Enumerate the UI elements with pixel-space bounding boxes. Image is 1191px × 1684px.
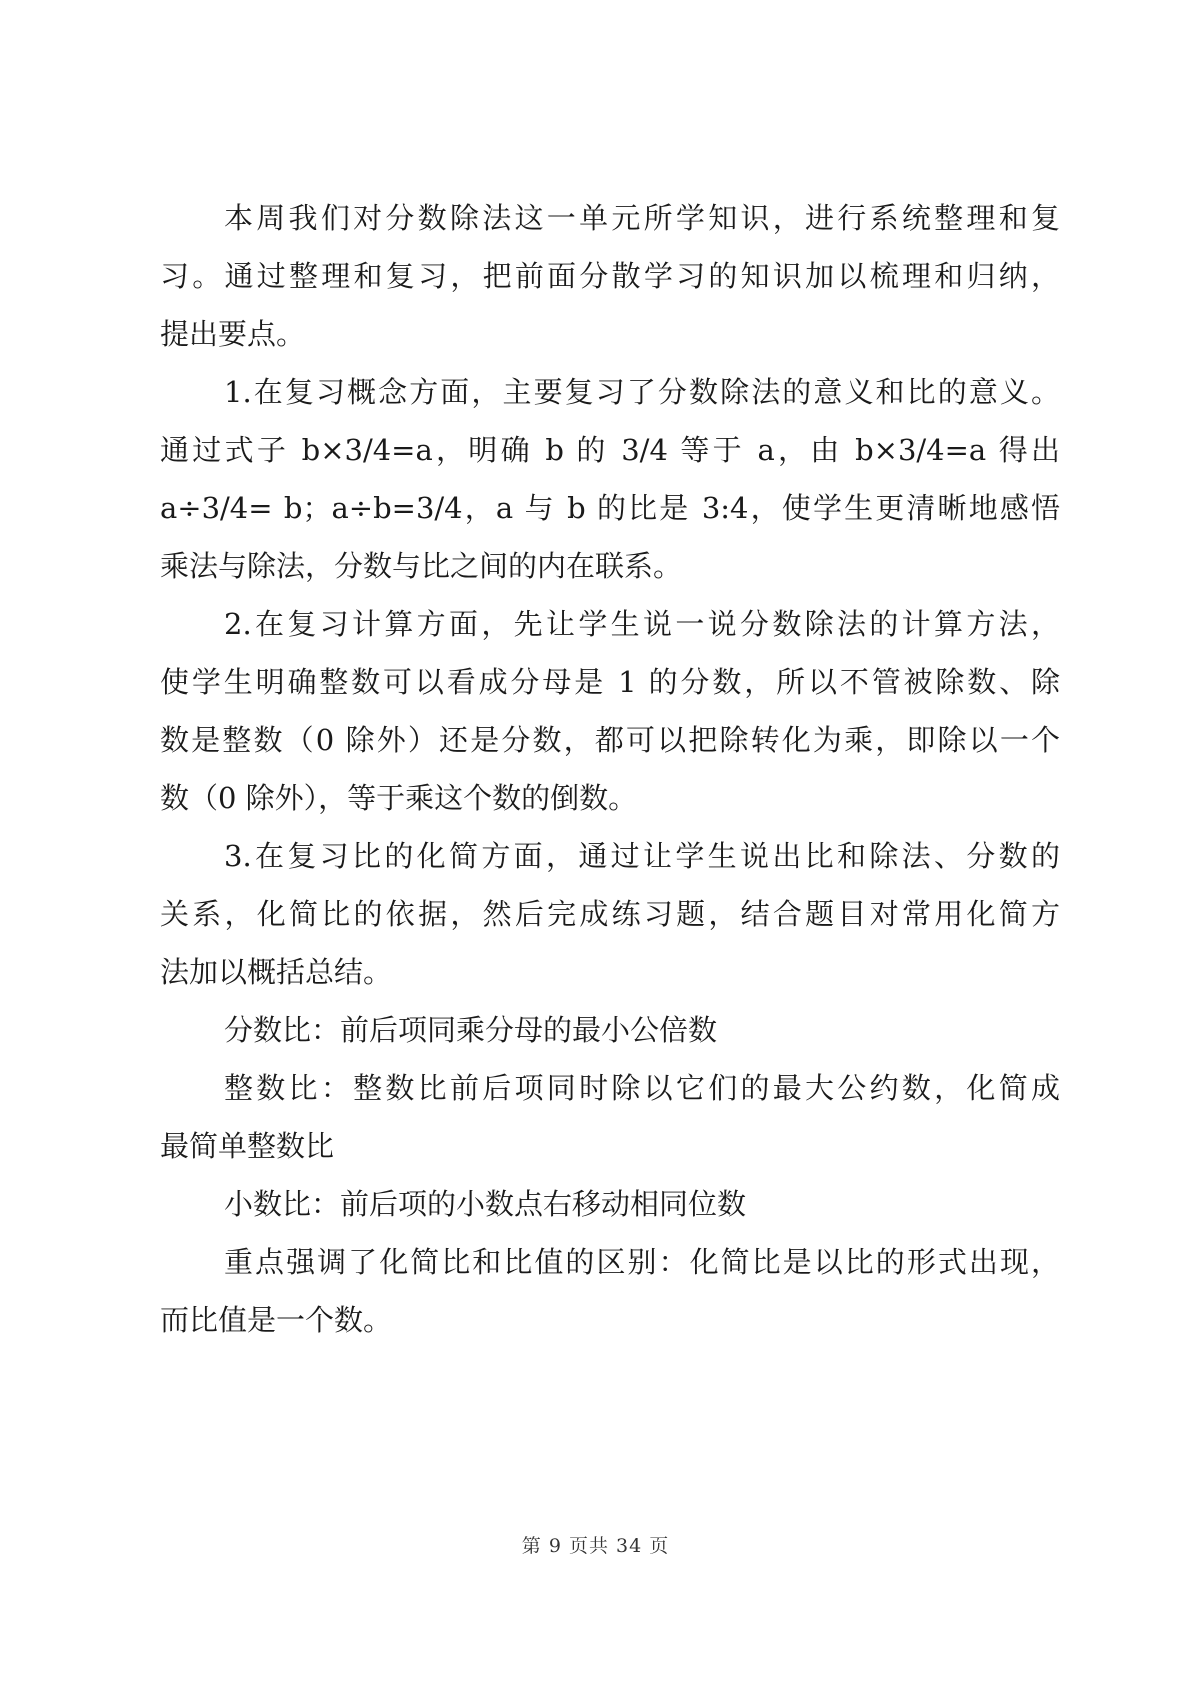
paragraph-line: 最简单整数比 — [160, 1129, 335, 1163]
paragraph-line: 数（0 除外），等于乘这个数的倒数。 — [160, 781, 638, 815]
paragraph-line: 分数比：前后项同乘分母的最小公倍数 — [224, 1013, 718, 1047]
paragraph-line: 通过式子 b×3/4=a，明确 b 的 3/4 等于 a，由 b×3/4=a 得出 — [160, 433, 1060, 467]
paragraph-line: 数是整数（0 除外）还是分数，都可以把除转化为乘，即除以一个 — [160, 723, 1060, 757]
paragraph-line: 而比值是一个数。 — [160, 1303, 393, 1337]
paragraph-line: 关系，化简比的依据，然后完成练习题，结合题目对常用化简方 — [160, 897, 1060, 931]
paragraph-line: 2.在复习计算方面，先让学生说一说分数除法的计算方法， — [224, 607, 1060, 641]
paragraph-line: 使学生明确整数可以看成分母是 1 的分数，所以不管被除数、除 — [160, 665, 1060, 699]
paragraph-line: 3.在复习比的化简方面，通过让学生说出比和除法、分数的 — [224, 839, 1060, 873]
paragraph-line: 本周我们对分数除法这一单元所学知识，进行系统整理和复 — [224, 201, 1060, 235]
paragraph-line: 乘法与除法，分数与比之间的内在联系。 — [160, 549, 683, 583]
paragraph-line: 1.在复习概念方面，主要复习了分数除法的意义和比的意义。 — [224, 375, 1060, 409]
paragraph-line: 整数比：整数比前后项同时除以它们的最大公约数，化简成 — [224, 1071, 1060, 1105]
paragraph-line: 小数比：前后项的小数点右移动相同位数 — [224, 1187, 747, 1221]
paragraph-line: 重点强调了化简比和比值的区别：化简比是以比的形式出现， — [224, 1245, 1060, 1279]
paragraph-line: 提出要点。 — [160, 317, 306, 351]
paragraph-line: 习。通过整理和复习，把前面分散学习的知识加以梳理和归纳， — [160, 259, 1060, 293]
paragraph-line: a÷3/4= b；a÷b=3/4，a 与 b 的比是 3:4，使学生更清晰地感悟 — [160, 491, 1060, 525]
paragraph-line: 法加以概括总结。 — [160, 955, 393, 989]
page-number-footer: 第 9 页共 34 页 — [521, 1535, 670, 1557]
